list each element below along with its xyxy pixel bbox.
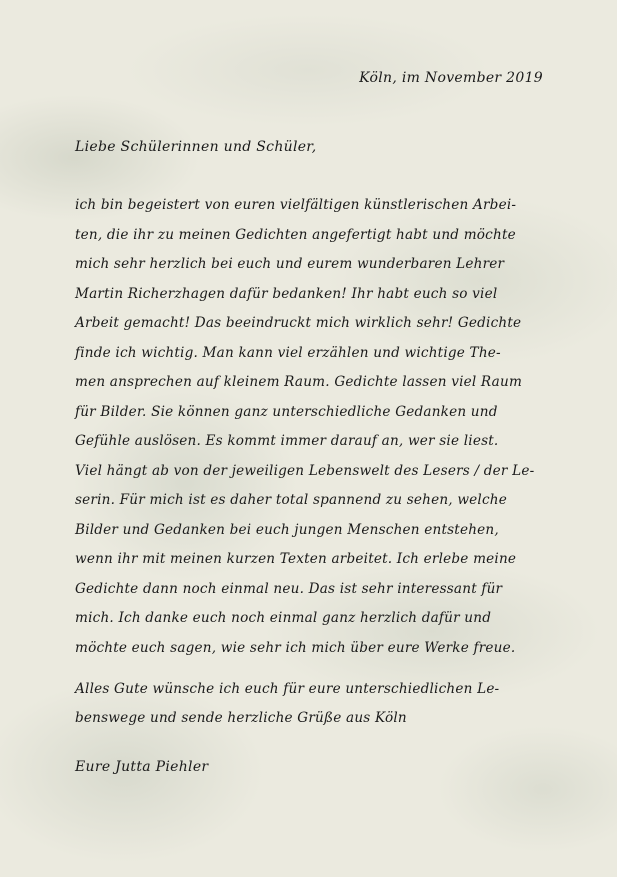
body-line: Gefühle auslösen. Es kommt immer darauf an, wer sie liest. (75, 433, 499, 449)
letter-body (75, 191, 550, 663)
body-line: möchte euch sagen, wie sehr ich mich über eure Werke freue. (75, 639, 516, 656)
body-line: Arbeit gemacht! Das beeindruckt mich wirklich sehr! Gedichte (75, 315, 522, 331)
body-line: Gedichte dann noch einmal neu. Das ist sehr interessant für (75, 580, 503, 597)
body-line: wenn ihr mit meinen kurzen Texten arbeitet. Ich erlebe meine (75, 551, 517, 567)
body-line: ich bin begeistert von euren vielfältigen künstlerischen Arbei- (75, 197, 517, 213)
letter-salutation: Liebe Schülerinnen und Schüler, (75, 139, 317, 155)
body-line: Martin Richerzhagen dafür bedanken! Ihr habt euch so viel (75, 285, 498, 302)
body-line: für Bilder. Sie können ganz unterschiedliche Gedanken und (75, 403, 498, 420)
body-line: Viel hängt ab von der jeweiligen Lebenswelt des Lesers / der Le- (75, 462, 535, 479)
body-line: finde ich wichtig. Man kann viel erzählen und wichtige The- (75, 344, 501, 361)
letter-signature: Eure Jutta Piehler (75, 759, 209, 775)
body-line: mich sehr herzlich bei euch und eurem wunderbaren Lehrer (75, 256, 505, 272)
letter-date: Köln, im November 2019 (359, 70, 543, 86)
body-line: ten, die ihr zu meinen Gedichten angefertigt habt und möchte (75, 226, 516, 243)
body-line: serin. Für mich ist es daher total spannend zu sehen, welche (75, 492, 507, 508)
body-line: Bilder und Gedanken bei euch jungen Menschen entstehen, (75, 521, 499, 538)
letter-closing (75, 675, 555, 733)
body-line: men ansprechen auf kleinem Raum. Gedichte lassen viel Raum (75, 374, 523, 390)
body-line: mich. Ich danke euch noch einmal ganz herzlich dafür und (75, 610, 492, 626)
closing-line: Alles Gute wünsche ich euch für eure unterschiedlichen Le- (75, 681, 500, 697)
closing-line: benswege und sende herzliche Grüße aus Köln (75, 710, 407, 726)
